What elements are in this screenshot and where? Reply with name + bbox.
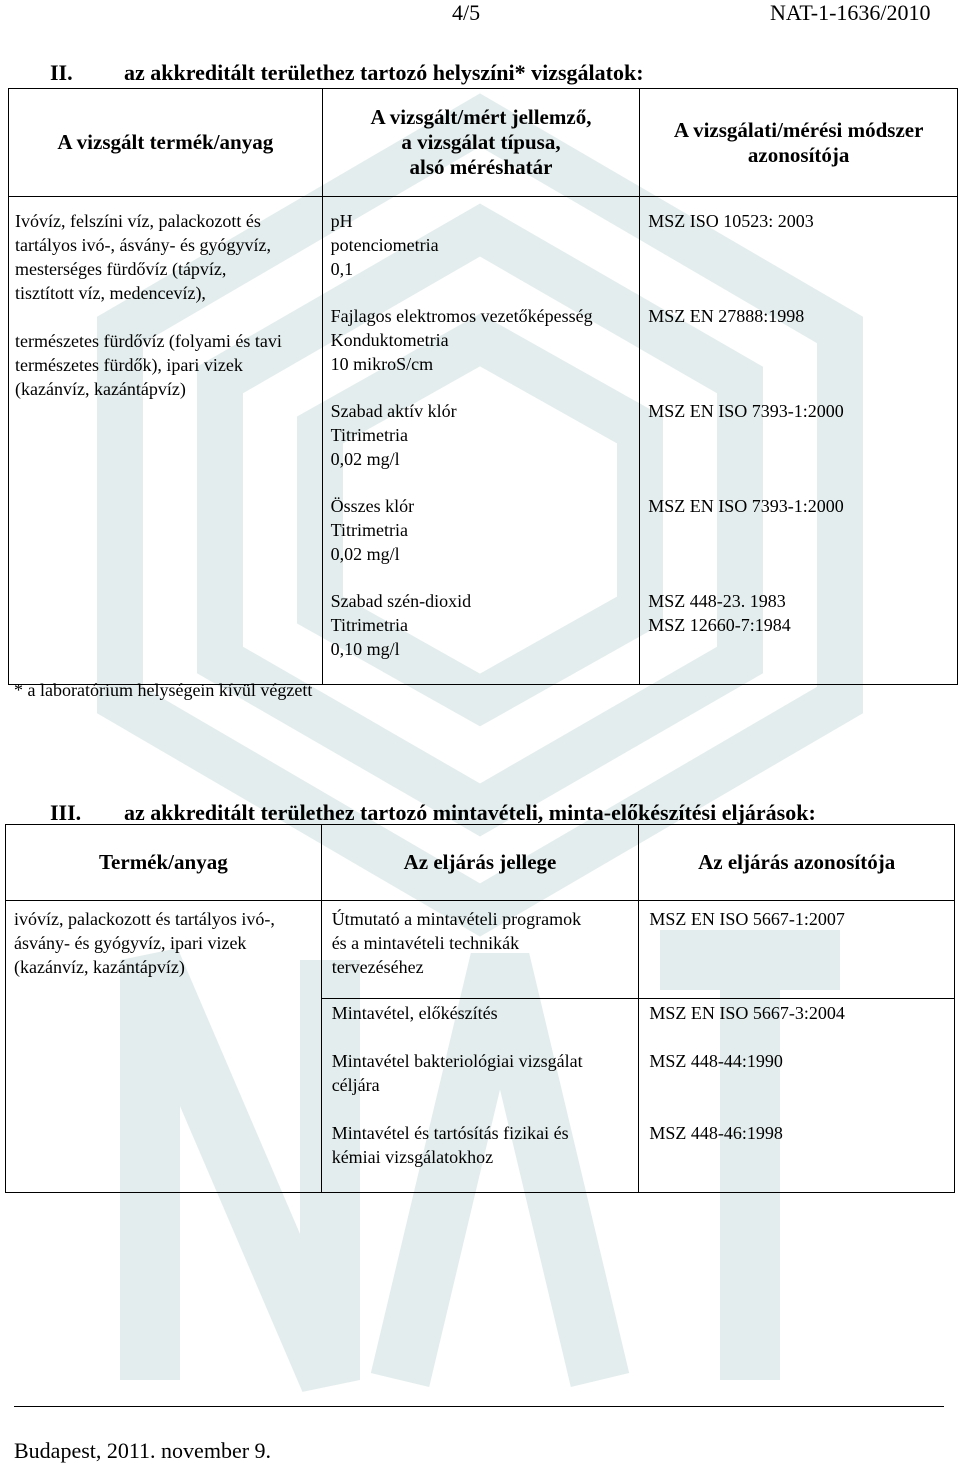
footer-divider bbox=[14, 1406, 944, 1407]
procedure-cell: Mintavétel és tartósítás fizikai és kémiai vizsgálatokhoz bbox=[321, 1119, 639, 1193]
list-item: MSZ ISO 10523: 2003 bbox=[648, 211, 814, 231]
product-cell: ivóvíz, palackozott és tartályos ivó-, ásvány- és gyógyvíz, ipari vizek (kazánvíz, kazántápvíz) bbox=[6, 901, 322, 1193]
table-header-row bbox=[6, 825, 955, 901]
procedure-cell: Mintavétel bakteriológiai vizsgálat céljára bbox=[321, 1047, 639, 1119]
list-item: Szabad aktív klór Titrimetria 0,02 mg/l bbox=[330, 401, 457, 469]
page-number: 4/5 bbox=[452, 0, 481, 25]
list-item: MSZ EN ISO 7393-1:2000 bbox=[648, 401, 844, 421]
method-cell bbox=[640, 197, 958, 685]
section-title: az akkreditált területhez tartozó helyszíni* vizsgálatok: bbox=[124, 60, 644, 85]
table-row bbox=[6, 901, 955, 999]
procedure-id-cell: MSZ 448-44:1990 bbox=[639, 1047, 955, 1119]
section-number: II. bbox=[50, 60, 73, 85]
sampling-procedures-table bbox=[5, 824, 955, 1193]
procedure-id-cell: MSZ EN ISO 5667-3:2004 bbox=[639, 999, 955, 1047]
list-item: MSZ 448-23. 1983 MSZ 12660-7:1984 bbox=[648, 591, 791, 635]
list-item: Fajlagos elektromos vezetőképesség Konduktometria 10 mikroS/cm bbox=[330, 306, 593, 374]
section-title: az akkreditált területhez tartozó mintavételi, minta-előkészítési eljárások: bbox=[124, 800, 816, 825]
header-product: A vizsgált termék/anyag bbox=[9, 89, 323, 197]
footer-place-date: Budapest, 2011. november 9. bbox=[14, 1438, 272, 1463]
list-item: pH potenciometria 0,1 bbox=[330, 211, 439, 279]
header-method: A vizsgálati/mérési módszer azonosítója bbox=[640, 89, 958, 197]
table-header-row bbox=[9, 89, 958, 197]
header-product: Termék/anyag bbox=[6, 825, 322, 901]
procedure-id-cell: MSZ 448-46:1998 bbox=[639, 1119, 955, 1193]
section-number: III. bbox=[50, 800, 82, 825]
procedure-cell: Mintavétel, előkészítés bbox=[321, 999, 639, 1047]
list-item: MSZ EN ISO 7393-1:2000 bbox=[648, 496, 844, 516]
list-item: Szabad szén-dioxid Titrimetria 0,10 mg/l bbox=[330, 591, 472, 659]
procedure-cell: Útmutató a mintavételi programok és a mintavételi technikák tervezéséhez bbox=[321, 901, 639, 999]
procedure-id-cell: MSZ EN ISO 5667-1:2007 bbox=[639, 901, 955, 999]
onsite-tests-table bbox=[8, 88, 958, 685]
header-procedure: Az eljárás jellege bbox=[321, 825, 639, 901]
list-item: MSZ EN 27888:1998 bbox=[648, 306, 805, 326]
header-procedure-id: Az eljárás azonosítója bbox=[639, 825, 955, 901]
list-item: Összes klór Titrimetria 0,02 mg/l bbox=[330, 496, 415, 564]
table-row bbox=[9, 197, 958, 685]
document-id: NAT-1-1636/2010 bbox=[770, 0, 931, 25]
header-characteristic: A vizsgált/mért jellemző, a vizsgálat típusa, alsó méréshatár bbox=[322, 89, 640, 197]
footnote: * a laboratórium helységein kívül végzett bbox=[14, 680, 313, 700]
characteristic-cell bbox=[322, 197, 640, 685]
product-cell: Ivóvíz, felszíni víz, palackozott és tartályos ivó-, ásvány- és gyógyvíz, mesterséges fürdővíz (tápvíz, tisztított víz, medencevíz), természetes fürdővíz (folyami és tavi természetes fürdők), ipari vizek (kazánvíz, kazántápvíz) bbox=[9, 197, 323, 685]
